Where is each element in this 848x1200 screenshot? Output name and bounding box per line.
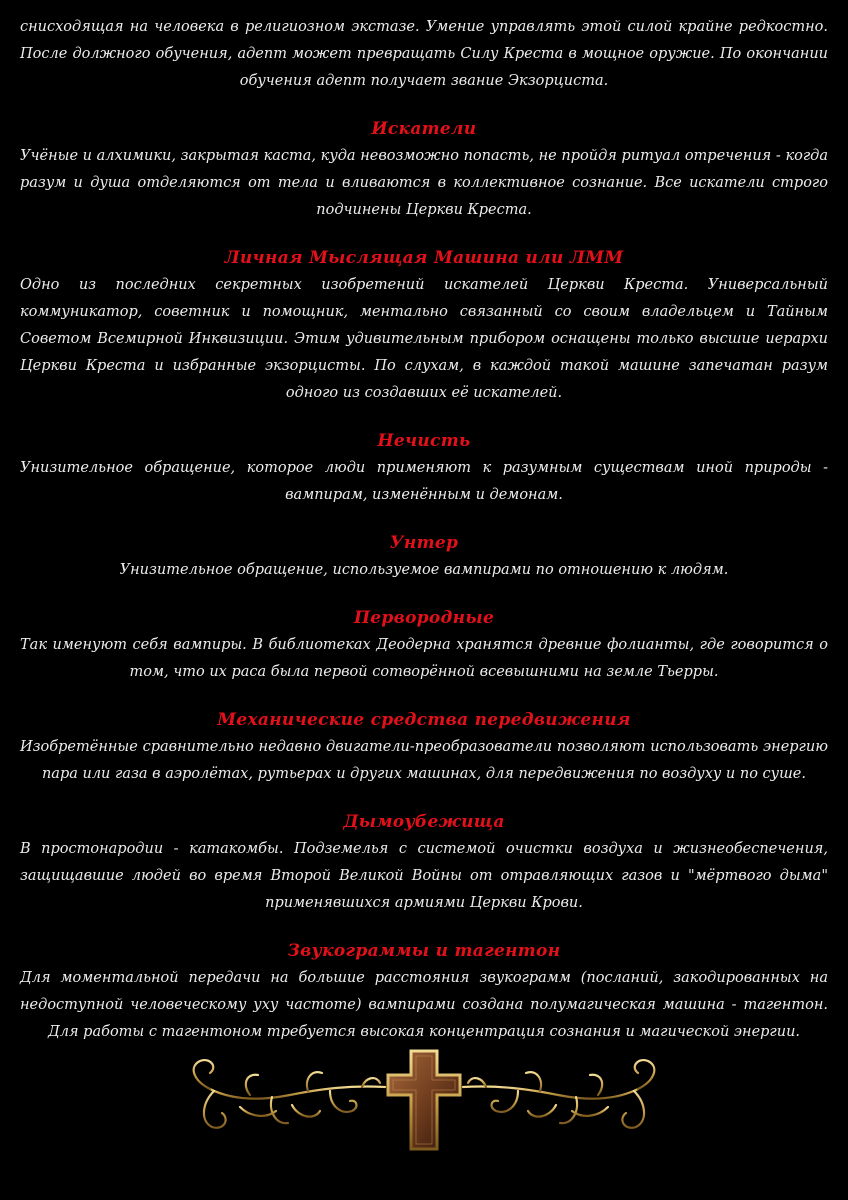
section-lmm bbox=[20, 246, 828, 407]
glossary-content bbox=[20, 14, 828, 1046]
section-text: Учёные и алхимики, закрытая каста, куда невозможно попасть, не пройдя ритуал отречения - когда разум и душа отделяются от тела и вливаются в коллективное сознание. Все искатели строго подчинены Церкви Креста. bbox=[20, 148, 828, 218]
section-text: Изобретённые сравнительно недавно двигатели-преобразователи позволяют использовать энергию пара или газа в аэролётах, рутьерах и других машинах, для передвижения по воздуху и по суше. bbox=[20, 739, 828, 782]
right-flourish bbox=[463, 1060, 654, 1128]
section-heading: Механические средства передвижения bbox=[217, 710, 631, 730]
section-heading: Унтер bbox=[389, 533, 459, 553]
section-text: В простонародии - катакомбы. Подземелья с системой очистки воздуха и жизнеобеспечения, защищавшие людей во время Второй Великой Войны от отравляющих газов и "мёртвого дыма" применявшихся армиями Церкви Крови. bbox=[20, 841, 828, 911]
section-text: Так именуют себя вампиры. В библиотеках Деодерна хранятся древние фолианты, где говорится о том, что их раса была первой сотворённой всевышними на земле Тьерры. bbox=[20, 637, 828, 680]
section-heading: Первородные bbox=[353, 608, 495, 628]
intro-paragraph: снисходящая на человека в религиозном экстазе. Умение управлять этой силой крайне редкостно. После должного обучения, адепт может превращать Силу Креста в мощное оружие. По окончании обучения адепт получает звание Экзорциста. bbox=[20, 19, 828, 89]
section-heading: Нечисть bbox=[377, 431, 471, 451]
section-heading: Дымоубежища bbox=[343, 812, 505, 832]
section-heading: Звукограммы и тагентон bbox=[287, 941, 561, 961]
section-heading: Искатели bbox=[371, 119, 477, 139]
ornament-divider bbox=[180, 1045, 668, 1155]
section-zvukogrammy bbox=[20, 939, 828, 1046]
section-dymoubezhishcha bbox=[20, 810, 828, 917]
section-nechist bbox=[20, 429, 828, 509]
section-text: Унизительное обращение, которое люди применяют к разумным существам иной природы - вампирам, изменённым и демонам. bbox=[20, 460, 828, 503]
section-heading: Личная Мыслящая Машина или ЛММ bbox=[224, 248, 624, 268]
section-unter bbox=[20, 531, 828, 584]
cross-icon bbox=[388, 1051, 460, 1149]
section-mechanical-transport bbox=[20, 708, 828, 788]
left-flourish bbox=[194, 1060, 385, 1128]
section-text: Унизительное обращение, используемое вампирами по отношению к людям. bbox=[119, 562, 729, 578]
section-text: Для моментальной передачи на большие расстояния звукограмм (посланий, закодированных на недоступной человеческому уху частоте) вампирами создана полумагическая машина - тагентон. Для работы с тагентоном требуется высокая концентрация сознания и магической энергии. bbox=[20, 970, 828, 1040]
section-pervorodnye bbox=[20, 606, 828, 686]
section-text: Одно из последних секретных изобретений искателей Церкви Креста. Универсальный коммуникатор, советник и помощник, ментально связанный со своим владельцем и Тайным Советом Всемирной Инквизиции. Этим удивительным прибором оснащены только высшие иерархи Церкви Креста и избранные экзорцисты. По слухам, в каждой такой машине запечатан разум одного из создавших её искателей. bbox=[20, 277, 828, 401]
section-iskateli bbox=[20, 117, 828, 224]
